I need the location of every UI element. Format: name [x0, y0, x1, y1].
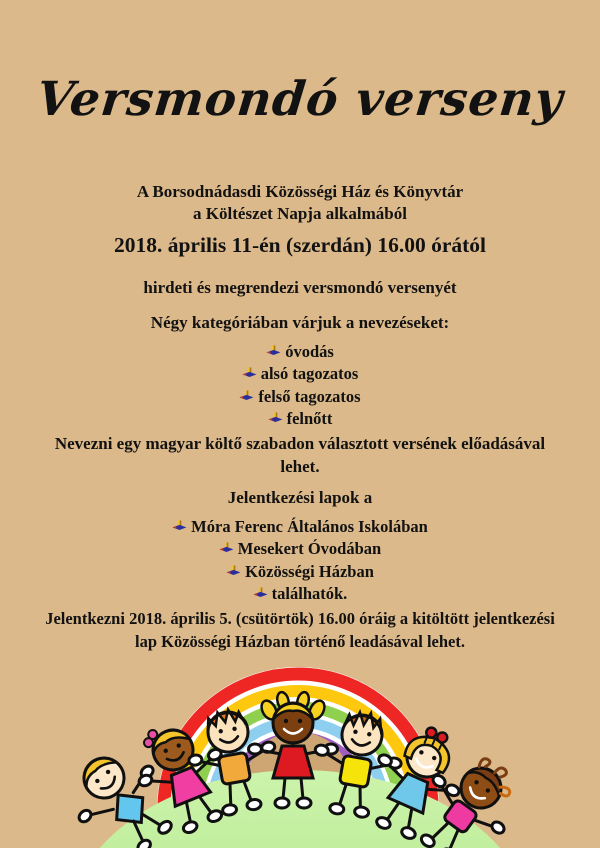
- forms-heading: Jelentkezési lapok a: [227, 488, 373, 507]
- star-bullet-icon: [226, 565, 241, 578]
- location-item: [0, 538, 600, 560]
- category-label: óvodás: [285, 342, 334, 361]
- location-label: találhatók.: [271, 583, 348, 603]
- location-label: Mesekert Óvodában: [237, 539, 382, 559]
- category-item: [0, 363, 600, 385]
- organizer-line2: a Költészet Napja alkalmából: [193, 204, 407, 223]
- category-item: [0, 386, 600, 408]
- deadline-line2: lap Közösségi Házban történő leadásával lehet.: [135, 632, 465, 651]
- entry-rule-line1: Nevezni egy magyar költő szabadon választott versének előadásával: [54, 434, 546, 453]
- deadline-text: [0, 607, 600, 653]
- children-rainbow-illustration: [0, 648, 600, 848]
- entry-rule-line2: lehet.: [280, 457, 320, 476]
- star-bullet-icon: [268, 412, 283, 425]
- category-label: felső tagozatos: [258, 386, 361, 406]
- location-item: [0, 516, 600, 538]
- forms-locations-list: [0, 516, 600, 605]
- location-item: [0, 583, 600, 605]
- categories-heading: Négy kategóriában várjuk a nevezéseket:: [150, 313, 450, 332]
- star-bullet-icon: [239, 390, 254, 403]
- category-label: alsó tagozatos: [260, 364, 359, 384]
- star-bullet-icon: [253, 587, 268, 600]
- category-item: [0, 408, 600, 430]
- location-item: [0, 561, 600, 583]
- star-bullet-icon: [219, 542, 234, 555]
- location-label: Közösségi Házban: [245, 561, 374, 581]
- star-bullet-icon: [266, 345, 281, 358]
- event-date: 2018. április 11-én (szerdán) 16.00 órától: [113, 233, 487, 257]
- category-item: [0, 341, 600, 363]
- deadline-line1: Jelentkezni 2018. április 5. (csütörtök) 16.00 óráig a kitöltött jelentkezési: [45, 609, 555, 628]
- poster-title: Versmondó verseny: [34, 72, 566, 127]
- entry-rule: [0, 432, 600, 478]
- categories-list: [0, 341, 600, 430]
- location-label: Móra Ferenc Általános Iskolában: [191, 517, 428, 536]
- category-label: felnőtt: [286, 408, 333, 428]
- announcement: hirdeti és megrendezi versmondó versenyét: [143, 278, 457, 297]
- organizer-line1: A Borsodnádasdi Közösségi Ház és Könyvtár: [136, 182, 464, 201]
- star-bullet-icon: [172, 520, 187, 533]
- star-bullet-icon: [242, 367, 257, 380]
